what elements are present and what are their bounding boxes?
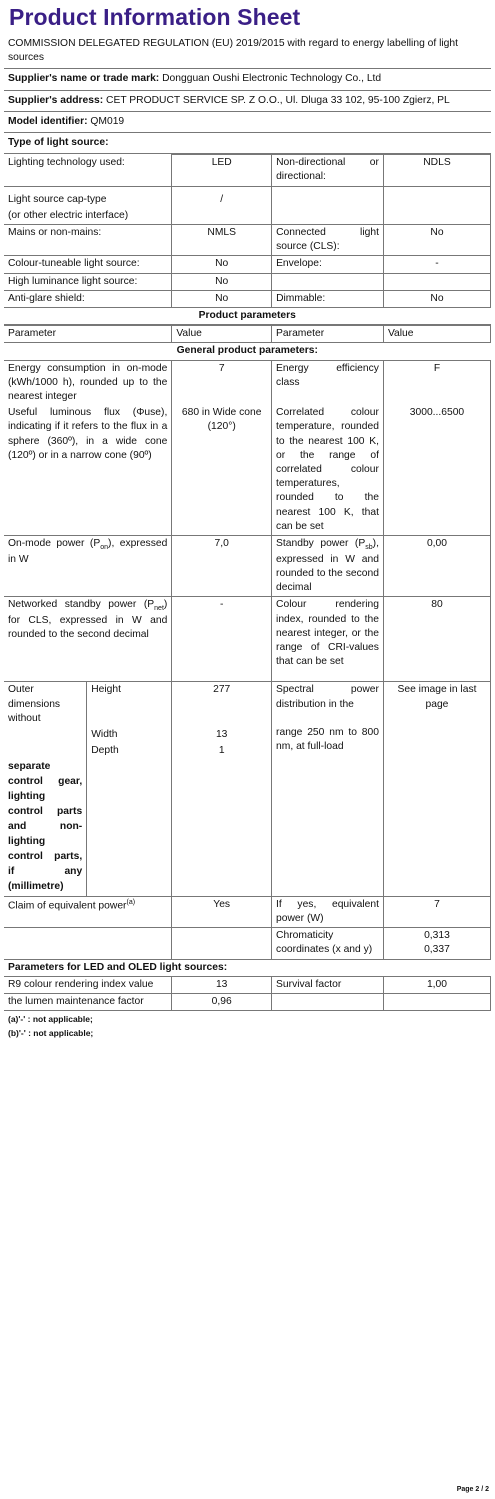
supplier-name-label: Supplier's name or trade mark: [8, 73, 160, 85]
dimension-width-value: 13 [172, 727, 272, 743]
footnote-a: (a)'-' : not applicable; [8, 1014, 93, 1025]
networked-standby-value: - [172, 597, 272, 682]
type-row-value: No [172, 256, 272, 273]
outer-dimensions-detail: separate control gear, lighting control parts and non-lighting control parts, if any (millimetre) [4, 759, 87, 896]
maintenance-row [4, 993, 491, 1010]
general-parameters-heading: General product parameters: [4, 343, 491, 360]
standby-power-value: 0,00 [383, 536, 490, 597]
type-row-value [383, 208, 490, 225]
type-row-value: / [172, 186, 272, 208]
type-row [4, 225, 491, 256]
type-row-label: Dimmable: [272, 290, 384, 307]
type-row-label: Lighting technology used: [4, 155, 172, 186]
regulation-text: COMMISSION DELEGATED REGULATION (EU) 2019/2015 with regard to energy labelling of light sources [4, 36, 491, 69]
footnote-b: (b)'-' : not applicable; [8, 1027, 94, 1038]
claim-value: Yes [172, 896, 272, 927]
supplier-address-label: Supplier's address: [8, 94, 104, 106]
dimension-height-value: 277 [172, 682, 272, 727]
parameter-header: Parameter [4, 326, 172, 343]
chromaticity-value [383, 928, 490, 959]
chromaticity-row [4, 928, 491, 959]
type-row-label: (or other electric interface) [4, 208, 172, 225]
flux-row [4, 405, 491, 535]
column-header-row [4, 326, 491, 343]
energy-consumption-label: Energy consumption in on-mode (kWh/1000 h), rounded up to the nearest integer [4, 360, 172, 405]
type-row-label: Light source cap-type [4, 186, 172, 208]
power-row [4, 536, 491, 597]
type-row-value [383, 273, 490, 290]
r9-row [4, 976, 491, 993]
spectral-label: Spectral power distribution in the range 250 nm to 800 nm, at full-load [272, 682, 384, 896]
energy-class-label: Energy efficiency class [272, 360, 384, 405]
dimension-row [4, 682, 491, 727]
equivalent-power-value: 7 [383, 896, 490, 927]
type-row-label: High luminance light source: [4, 273, 172, 290]
dimension-depth-label: Depth [87, 743, 172, 759]
survival-label: Survival factor [272, 976, 384, 993]
cri-label: Colour rendering index, rounded to the nearest integer, or the range of CRI-values that can be set [272, 597, 384, 682]
type-row [4, 186, 491, 208]
type-row-value: LED [172, 155, 272, 186]
model-row [4, 111, 491, 132]
lumen-maintenance-value: 0,96 [172, 993, 272, 1010]
energy-row [4, 360, 491, 405]
dimension-depth-value: 1 [172, 743, 272, 759]
type-row-label [272, 186, 384, 208]
document-title: Product Information Sheet [9, 4, 301, 30]
type-row-value: NMLS [172, 225, 272, 256]
outer-dimensions-label: Outer dimensions without [4, 682, 87, 727]
supplier-name-value: Dongguan Oushi Electronic Technology Co., Ltd [162, 73, 382, 85]
flux-value: 680 in Wide cone (120°) [172, 405, 272, 535]
type-row [4, 256, 491, 273]
value-header: Value [383, 326, 490, 343]
header-table [4, 36, 491, 154]
standby-power-label: Standby power $(P_{sb})$, expressed in W and rounded to the second decimal [272, 536, 384, 597]
energy-class-value: F [383, 360, 490, 405]
dimension-width-label: Width [87, 727, 172, 743]
parameters-table [4, 325, 491, 1011]
type-row-label: Mains or non-mains: [4, 225, 172, 256]
on-mode-power-label: On-mode power $(P_{on})$, expressed in W [4, 536, 172, 597]
networked-standby-label: Networked standby power $(P_{net})$ for CLS, expressed in W and rounded to the second decimal [4, 597, 172, 682]
type-row-label: Connected light source (CLS): [272, 225, 384, 256]
energy-consumption-value: 7 [172, 360, 272, 405]
dimension-height-label: Height [87, 682, 172, 727]
model-value: QM019 [90, 115, 125, 127]
claim-row [4, 896, 491, 927]
type-row-value: NDLS [383, 155, 490, 186]
on-mode-power-value: 7,0 [172, 536, 272, 597]
type-table [4, 154, 491, 325]
claim-label: Claim of equivalent power$^{(a)}$ [4, 896, 172, 927]
model-label: Model identifier: [8, 115, 88, 127]
type-row-label: Non-directional or directional: [272, 155, 384, 186]
r9-value: 13 [172, 976, 272, 993]
supplier-name-row [4, 69, 491, 90]
value-header: Value [172, 326, 272, 343]
type-row [4, 155, 491, 186]
chromaticity-y: 0,337 [424, 944, 450, 956]
cri-value: 80 [383, 597, 490, 682]
type-row-value: - [383, 256, 490, 273]
chromaticity-x: 0,313 [424, 930, 450, 942]
cct-label: Correlated colour temperature, rounded to the nearest 100 K, or the range of correlated colour temperatures, rounded to the nearest 100 K, that can be set [272, 405, 384, 535]
type-row-label: Colour-tuneable light source: [4, 256, 172, 273]
type-row-value: No [172, 290, 272, 307]
parameter-header: Parameter [272, 326, 384, 343]
type-row-label: Envelope: [272, 256, 384, 273]
flux-label: Useful luminous flux (Φuse), indicating if it refers to the flux in a sphere (360º), in a wide cone (120º) or in a narrow cone (90º) [4, 405, 172, 535]
type-row [4, 208, 491, 225]
product-parameters-heading: Product parameters [4, 308, 491, 325]
type-row-value: No [383, 225, 490, 256]
type-row [4, 290, 491, 307]
chromaticity-label: Chromaticity coordinates (x and y) [272, 928, 384, 959]
networked-row [4, 597, 491, 682]
spectral-value: See image in last page [383, 682, 490, 896]
type-row-label [272, 208, 384, 225]
lumen-maintenance-label: the lumen maintenance factor [4, 993, 172, 1010]
equivalent-power-label: If yes, equivalent power (W) [272, 896, 384, 927]
type-row [4, 273, 491, 290]
survival-value: 1,00 [383, 976, 490, 993]
information-sheet [4, 36, 491, 1041]
type-row-value: No [172, 273, 272, 290]
type-row-label [272, 273, 384, 290]
type-row-value [383, 186, 490, 208]
page-number: Page 2 / 2 [456, 1486, 489, 1493]
r9-label: R9 colour rendering index value [4, 976, 172, 993]
supplier-address-value: CET PRODUCT SERVICE SP. Z O.O., Ul. Dluga 33 102, 95-100 Zgierz, PL [106, 94, 450, 106]
type-row-label: Anti-glare shield: [4, 290, 172, 307]
type-row-value [172, 208, 272, 225]
cct-value: 3000...6500 [383, 405, 490, 535]
supplier-address-row [4, 90, 491, 111]
led-parameters-heading: Parameters for LED and OLED light sources: [4, 959, 491, 976]
type-row-value: No [383, 290, 490, 307]
type-label: Type of light source: [4, 133, 491, 154]
